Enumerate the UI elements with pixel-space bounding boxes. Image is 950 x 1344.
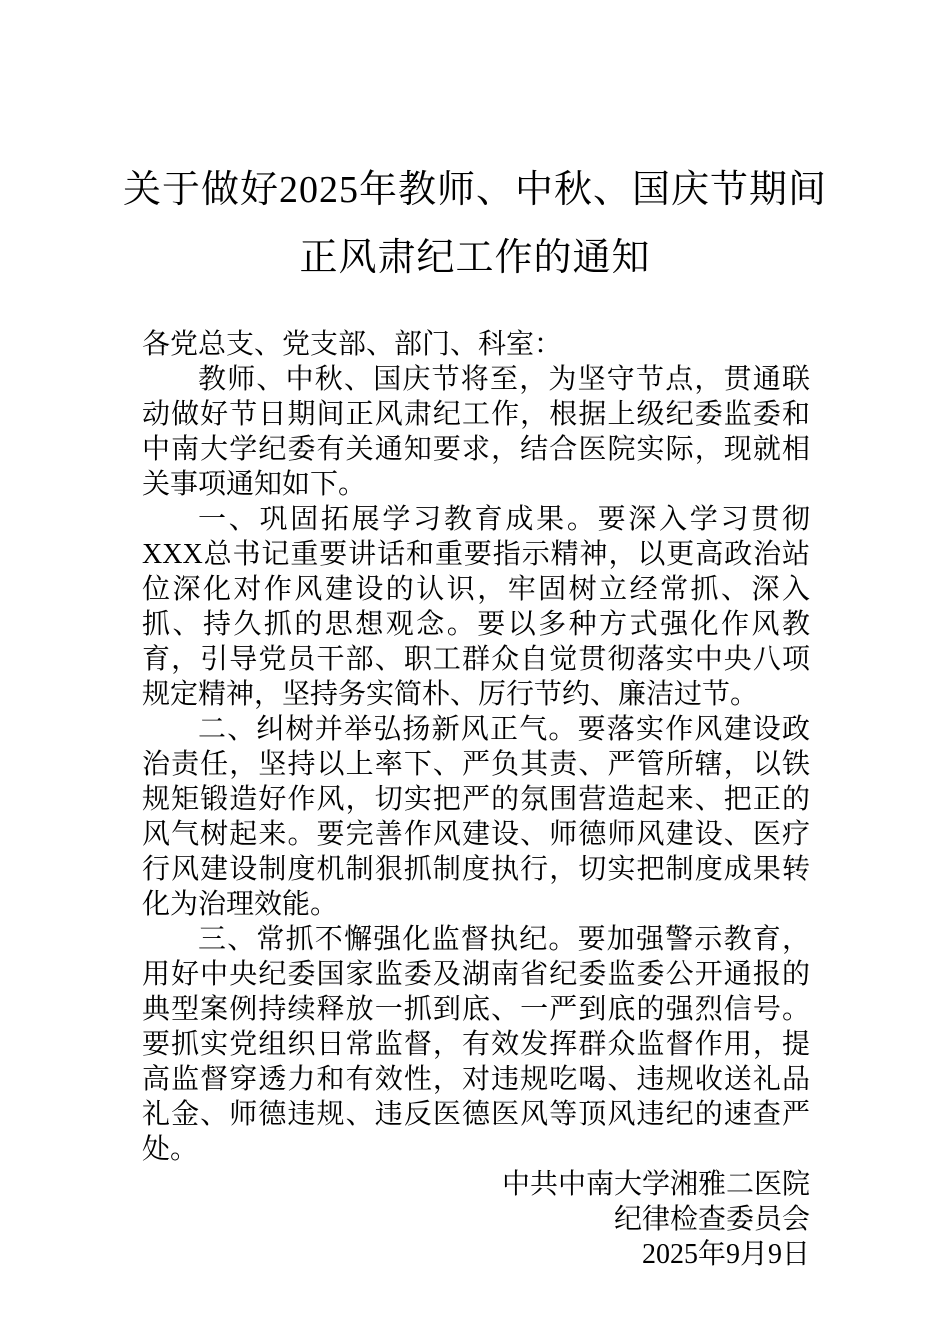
signature-org-line-1: 中共中南大学湘雅二医院 [501, 1169, 810, 1200]
salutation: 各党总支、党支部、部门、科室： [142, 329, 563, 360]
signature-block [142, 1167, 810, 1272]
signature-date: 2025年9月9日 [641, 1239, 810, 1270]
paragraph-intro: 教师、中秋、国庆节将至，为坚守节点，贯通联动做好节日期间正风肃纪工作，根据上级纪委监委和中南大学纪委有关通知要求，结合医院实际，现就相关事项通知如下。 [142, 364, 810, 500]
paragraph-section-2: 二、纠树并举弘扬新风正气。要落实作风建设政治责任，坚持以上率下、严负其责、严管所辖，以铁规矩锻造好作风，切实把严的氛围营造起来、把正的风气树起来。要完善作风建设、师德师风建设、医疗行风建设制度机制狠抓制度执行，切实把制度成果转化为治理效能。 [142, 714, 810, 920]
document-title-line-1: 关于做好2025年教师、中秋、国庆节期间 [122, 169, 827, 211]
paragraph-section-3: 三、常抓不懈强化监督执纪。要加强警示教育，用好中央纪委国家监委及湖南省纪委监委公开通报的典型案例持续释放一抓到底、一严到底的强烈信号。要抓实党组织日常监督，有效发挥群众监督作用，提高监督穿透力和有效性，对违规吃喝、违规收送礼品礼金、师德违规、违反医德医风等顶风违纪的速查严处。 [142, 924, 810, 1165]
document-title-line-2: 正风肃纪工作的通知 [299, 237, 651, 279]
paragraph-section-1: 一、巩固拓展学习教育成果。要深入学习贯彻XXX总书记重要讲话和重要指示精神，以更高政治站位深化对作风建设的认识，牢固树立经常抓、深入抓、持久抓的思想观念。要以多种方式强化作风教育，引导党员干部、职工群众自觉贯彻落实中央八项规定精神，坚持务实简朴、厉行节约、廉洁过节。 [142, 504, 810, 710]
document-title [80, 156, 870, 292]
signature-org-line-2: 纪律检查委员会 [613, 1204, 810, 1235]
document-body [142, 327, 810, 1272]
